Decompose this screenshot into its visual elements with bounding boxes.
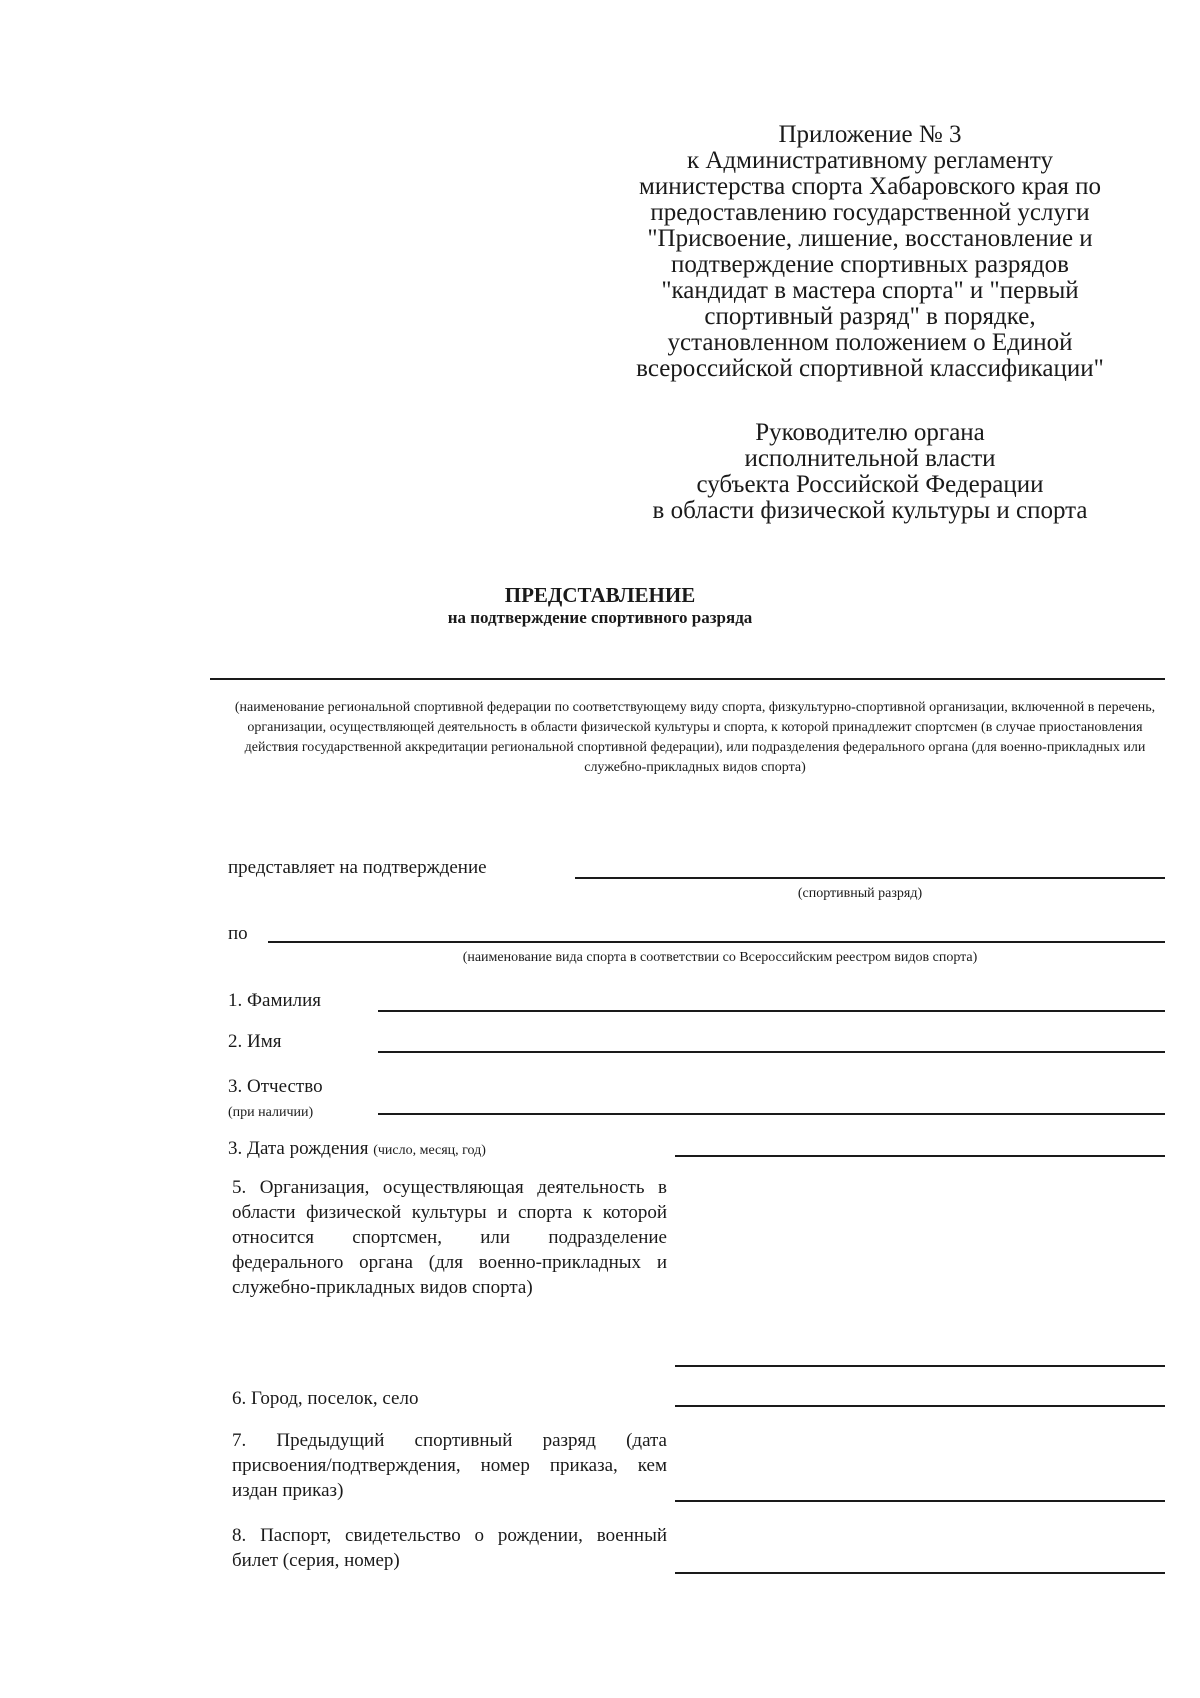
previous-rank-label: 7. Предыдущий спортивный разряд (дата присвоения/подтверждения, номер приказа, кем издан приказ) xyxy=(232,1430,667,1501)
organization-label: 5. Организация, осуществляющая деятельность в области физической культуры и спорта к которой относится спортсмен, или подразделение федерального органа (для военно-прикладных и служебно-прикладных видов спорта) xyxy=(232,1177,667,1298)
city-label: 6. Город, поселок, село xyxy=(232,1388,419,1409)
annex-line: всероссийской спортивной классификации" xyxy=(636,355,1104,382)
annex-line: к Административному регламенту xyxy=(686,147,1054,174)
organization-line[interactable] xyxy=(675,1365,1165,1367)
surname-label: 1. Фамилия xyxy=(228,990,322,1011)
addressee-line: исполнительной власти xyxy=(744,445,996,472)
annex-line: установленном положением о Единой xyxy=(667,329,1073,356)
annex-line: "Присвоение, лишение, восстановление и xyxy=(647,225,1093,252)
document-subtitle: на подтверждение спортивного разряда xyxy=(447,608,753,627)
organization-name-line[interactable] xyxy=(210,678,1165,680)
sport-rank-line[interactable] xyxy=(575,877,1165,879)
addressee-line: Руководителю органа xyxy=(755,419,985,446)
sport-rank-caption: (спортивный разряд) xyxy=(797,886,923,901)
addressee-line: в области физической культуры и спорта xyxy=(652,497,1088,524)
annex-line: Приложение № 3 xyxy=(778,121,962,148)
annex-line: спортивный разряд" в порядке, xyxy=(704,303,1036,330)
sport-label: по xyxy=(228,923,248,944)
patronymic-line[interactable] xyxy=(378,1113,1165,1115)
surname-line[interactable] xyxy=(378,1010,1165,1012)
patronymic-note: (при наличии) xyxy=(228,1105,314,1120)
addressee-block xyxy=(610,420,1130,524)
annex-line: предоставлению государственной услуги xyxy=(650,199,1090,226)
name-line[interactable] xyxy=(378,1051,1165,1053)
organization-name-caption: (наименование региональной спортивной федерации по соответствующему виду спорта, физкультурно-спортивной организации, включенной в перечень, организации, осуществляющей деятельность в области физической культуры и спорта, к которой принадлежит спортсмен (в случае приостановления действия государственной аккредитации региональной спортивной федерации), или подразделения федерального органа (для военно-прикладных или служебно-прикладных видов спорта) xyxy=(234,700,1156,775)
annex-header xyxy=(600,122,1140,382)
represents-label: представляет на подтверждение xyxy=(228,857,487,878)
patronymic-label: 3. Отчество xyxy=(228,1076,323,1097)
addressee-line: субъекта Российской Федерации xyxy=(696,471,1044,498)
name-label: 2. Имя xyxy=(228,1031,282,1052)
city-line[interactable] xyxy=(675,1405,1165,1407)
sport-name-caption: (наименование вида спорта в соответствии со Всероссийским реестром видов спорта) xyxy=(462,950,978,965)
document-title: ПРЕДСТАВЛЕНИЕ xyxy=(504,583,696,607)
birth-date-label-text: 3. Дата рождения xyxy=(228,1138,369,1159)
passport-label: 8. Паспорт, свидетельство о рождении, военный билет (серия, номер) xyxy=(232,1525,667,1571)
previous-rank-line[interactable] xyxy=(675,1500,1165,1502)
annex-line: "кандидат в мастера спорта" и "первый xyxy=(661,277,1079,304)
birth-date-label xyxy=(228,1137,486,1163)
annex-line: министерства спорта Хабаровского края по xyxy=(639,173,1101,200)
birth-date-line[interactable] xyxy=(675,1155,1165,1157)
birth-date-note: (число, месяц, год) xyxy=(373,1143,486,1158)
sport-name-line[interactable] xyxy=(268,941,1165,943)
passport-line[interactable] xyxy=(675,1572,1165,1574)
annex-line: подтверждение спортивных разрядов xyxy=(671,251,1069,278)
